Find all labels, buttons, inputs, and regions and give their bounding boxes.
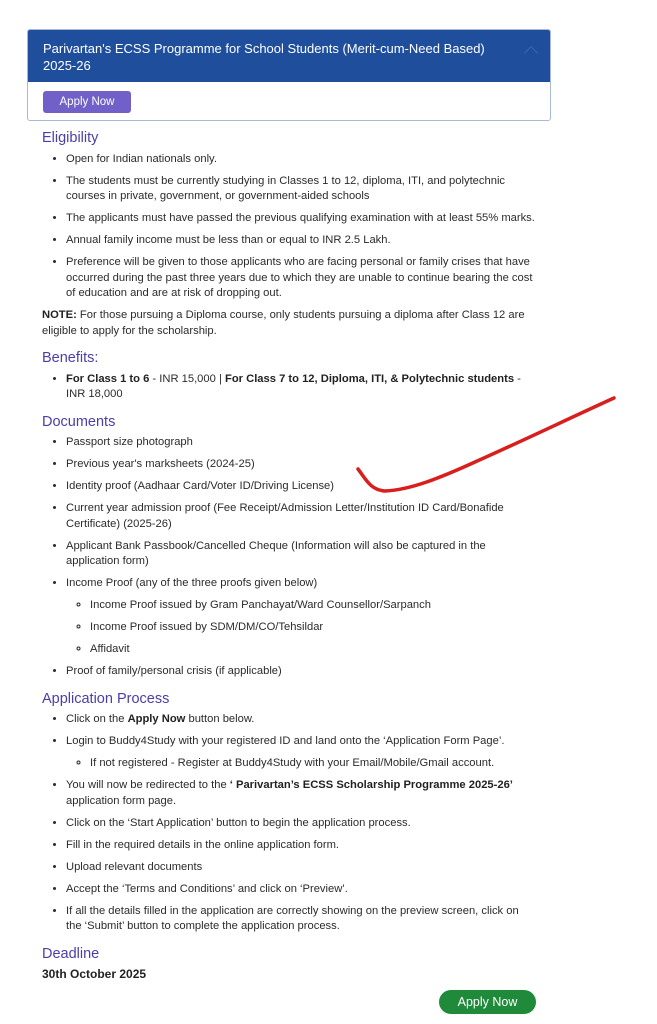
income-proof-label: Income Proof (any of the three proofs given below): [66, 577, 318, 589]
registration-sublist: [66, 756, 537, 772]
eligibility-note: [42, 308, 537, 339]
list-item: • Proof of family/personal crisis (if applicable): [66, 664, 537, 680]
list-item: [66, 712, 537, 728]
apply-now-button-top[interactable]: Apply Now: [43, 91, 131, 113]
eligibility-heading: Eligibility: [42, 130, 99, 146]
chevron-up-icon[interactable]: [524, 46, 538, 60]
step-text: application form page.: [66, 794, 177, 807]
documents-section: [42, 415, 537, 680]
step-text: Login to Buddy4Study with your registered ID and land onto the ‘Application Form Page’.: [66, 735, 505, 747]
step-text: Click on the: [66, 713, 128, 725]
list-item: • Click on the ‘Start Application’ button to begin the application process.: [66, 816, 537, 832]
documents-list: [42, 435, 537, 680]
list-item: • Previous year's marksheets (2024-25): [66, 457, 537, 473]
process-list: [42, 712, 537, 935]
card-title: Parivartan's ECSS Programme for School Students (Merit-cum-Need Based) 2025-26: [43, 41, 485, 73]
list-item: • Accept the ‘Terms and Conditions’ and click on ‘Preview’.: [66, 882, 537, 898]
programme-name: ‘ Parivartan’s ECSS Scholarship Programme 2025-26’: [229, 779, 513, 791]
deadline-section: [42, 947, 537, 983]
list-item: [66, 778, 537, 809]
apply-now-ref: Apply Now: [127, 713, 186, 725]
list-item: • Upload relevant documents: [66, 860, 537, 876]
step-text: button below.: [185, 713, 255, 725]
benefits-section: [42, 351, 537, 403]
application-process-section: [42, 692, 537, 935]
deadline-heading: Deadline: [42, 945, 100, 962]
list-item: • Open for Indian nationals only.: [66, 152, 537, 168]
list-item: ◦ Income Proof issued by SDM/DM/CO/Tehsildar: [90, 620, 537, 636]
benefit-class-1-6: For Class 1 to 6: [66, 372, 150, 385]
list-item: ◦ Affidavit: [90, 642, 537, 658]
list-item: [66, 576, 537, 658]
documents-heading: Documents: [42, 413, 116, 430]
benefit-class-7-12: For Class 7 to 12, Diploma, ITI, & Polytechnic students: [224, 372, 515, 385]
benefits-heading: Benefits:: [42, 350, 99, 366]
list-item: • Identity proof (Aadhaar Card/Voter ID/Driving License): [66, 479, 537, 495]
list-item: [66, 734, 537, 772]
list-item: • Current year admission proof (Fee Receipt/Admission Letter/Institution ID Card/Bonafide Certificate) (2025-26): [66, 501, 537, 532]
deadline-date: 30th October 2025: [42, 967, 147, 981]
benefit-amount-1-6: - INR 15,000 |: [149, 372, 225, 385]
list-item: • The applicants must have passed the previous qualifying examination with at least 55% marks.: [66, 211, 537, 227]
note-text: For those pursuing a Diploma course, only students pursuing a diploma after Class 12 are eligible to apply for the scholarship.: [42, 309, 525, 337]
list-item: • Preference will be given to those applicants who are facing personal or family crises that have occurred during the past three years due to which they are unable to continue bearing the cost of education and are at risk of dropping out.: [66, 255, 537, 302]
step-text: You will now be redirected to the: [66, 779, 230, 791]
application-process-heading: Application Process: [42, 690, 170, 707]
note-label: NOTE:: [42, 309, 77, 321]
list-item: ◦ Income Proof issued by Gram Panchayat/Ward Counsellor/Sarpanch: [90, 598, 537, 614]
income-proof-sublist: [66, 598, 537, 658]
eligibility-list: [42, 152, 537, 302]
list-item: • If all the details filled in the application are correctly showing on the preview screen, click on the ‘Submit’ button to complete the application process.: [66, 904, 537, 935]
card-header[interactable]: [28, 30, 550, 82]
benefit-amount-7-12: - INR 18,000: [66, 372, 521, 400]
list-item: • Passport size photograph: [66, 435, 537, 451]
list-item: • Annual family income must be less than or equal to INR 2.5 Lakh.: [66, 233, 537, 249]
eligibility-section: [42, 131, 537, 339]
list-item: • The students must be currently studying in Classes 1 to 12, diploma, ITI, and polytechnic courses in private, government, or government-aided schools: [66, 174, 537, 205]
scholarship-card: [27, 29, 551, 121]
benefits-list: [42, 372, 537, 403]
apply-now-button-bottom[interactable]: Apply Now: [439, 990, 536, 1014]
list-item: ◦ If not registered - Register at Buddy4Study with your Email/Mobile/Gmail account.: [90, 756, 537, 772]
scholarship-details: [42, 131, 537, 983]
list-item: • Applicant Bank Passbook/Cancelled Cheque (Information will also be captured in the application form): [66, 539, 537, 570]
list-item: • Fill in the required details in the online application form.: [66, 838, 537, 854]
list-item: [66, 372, 537, 403]
